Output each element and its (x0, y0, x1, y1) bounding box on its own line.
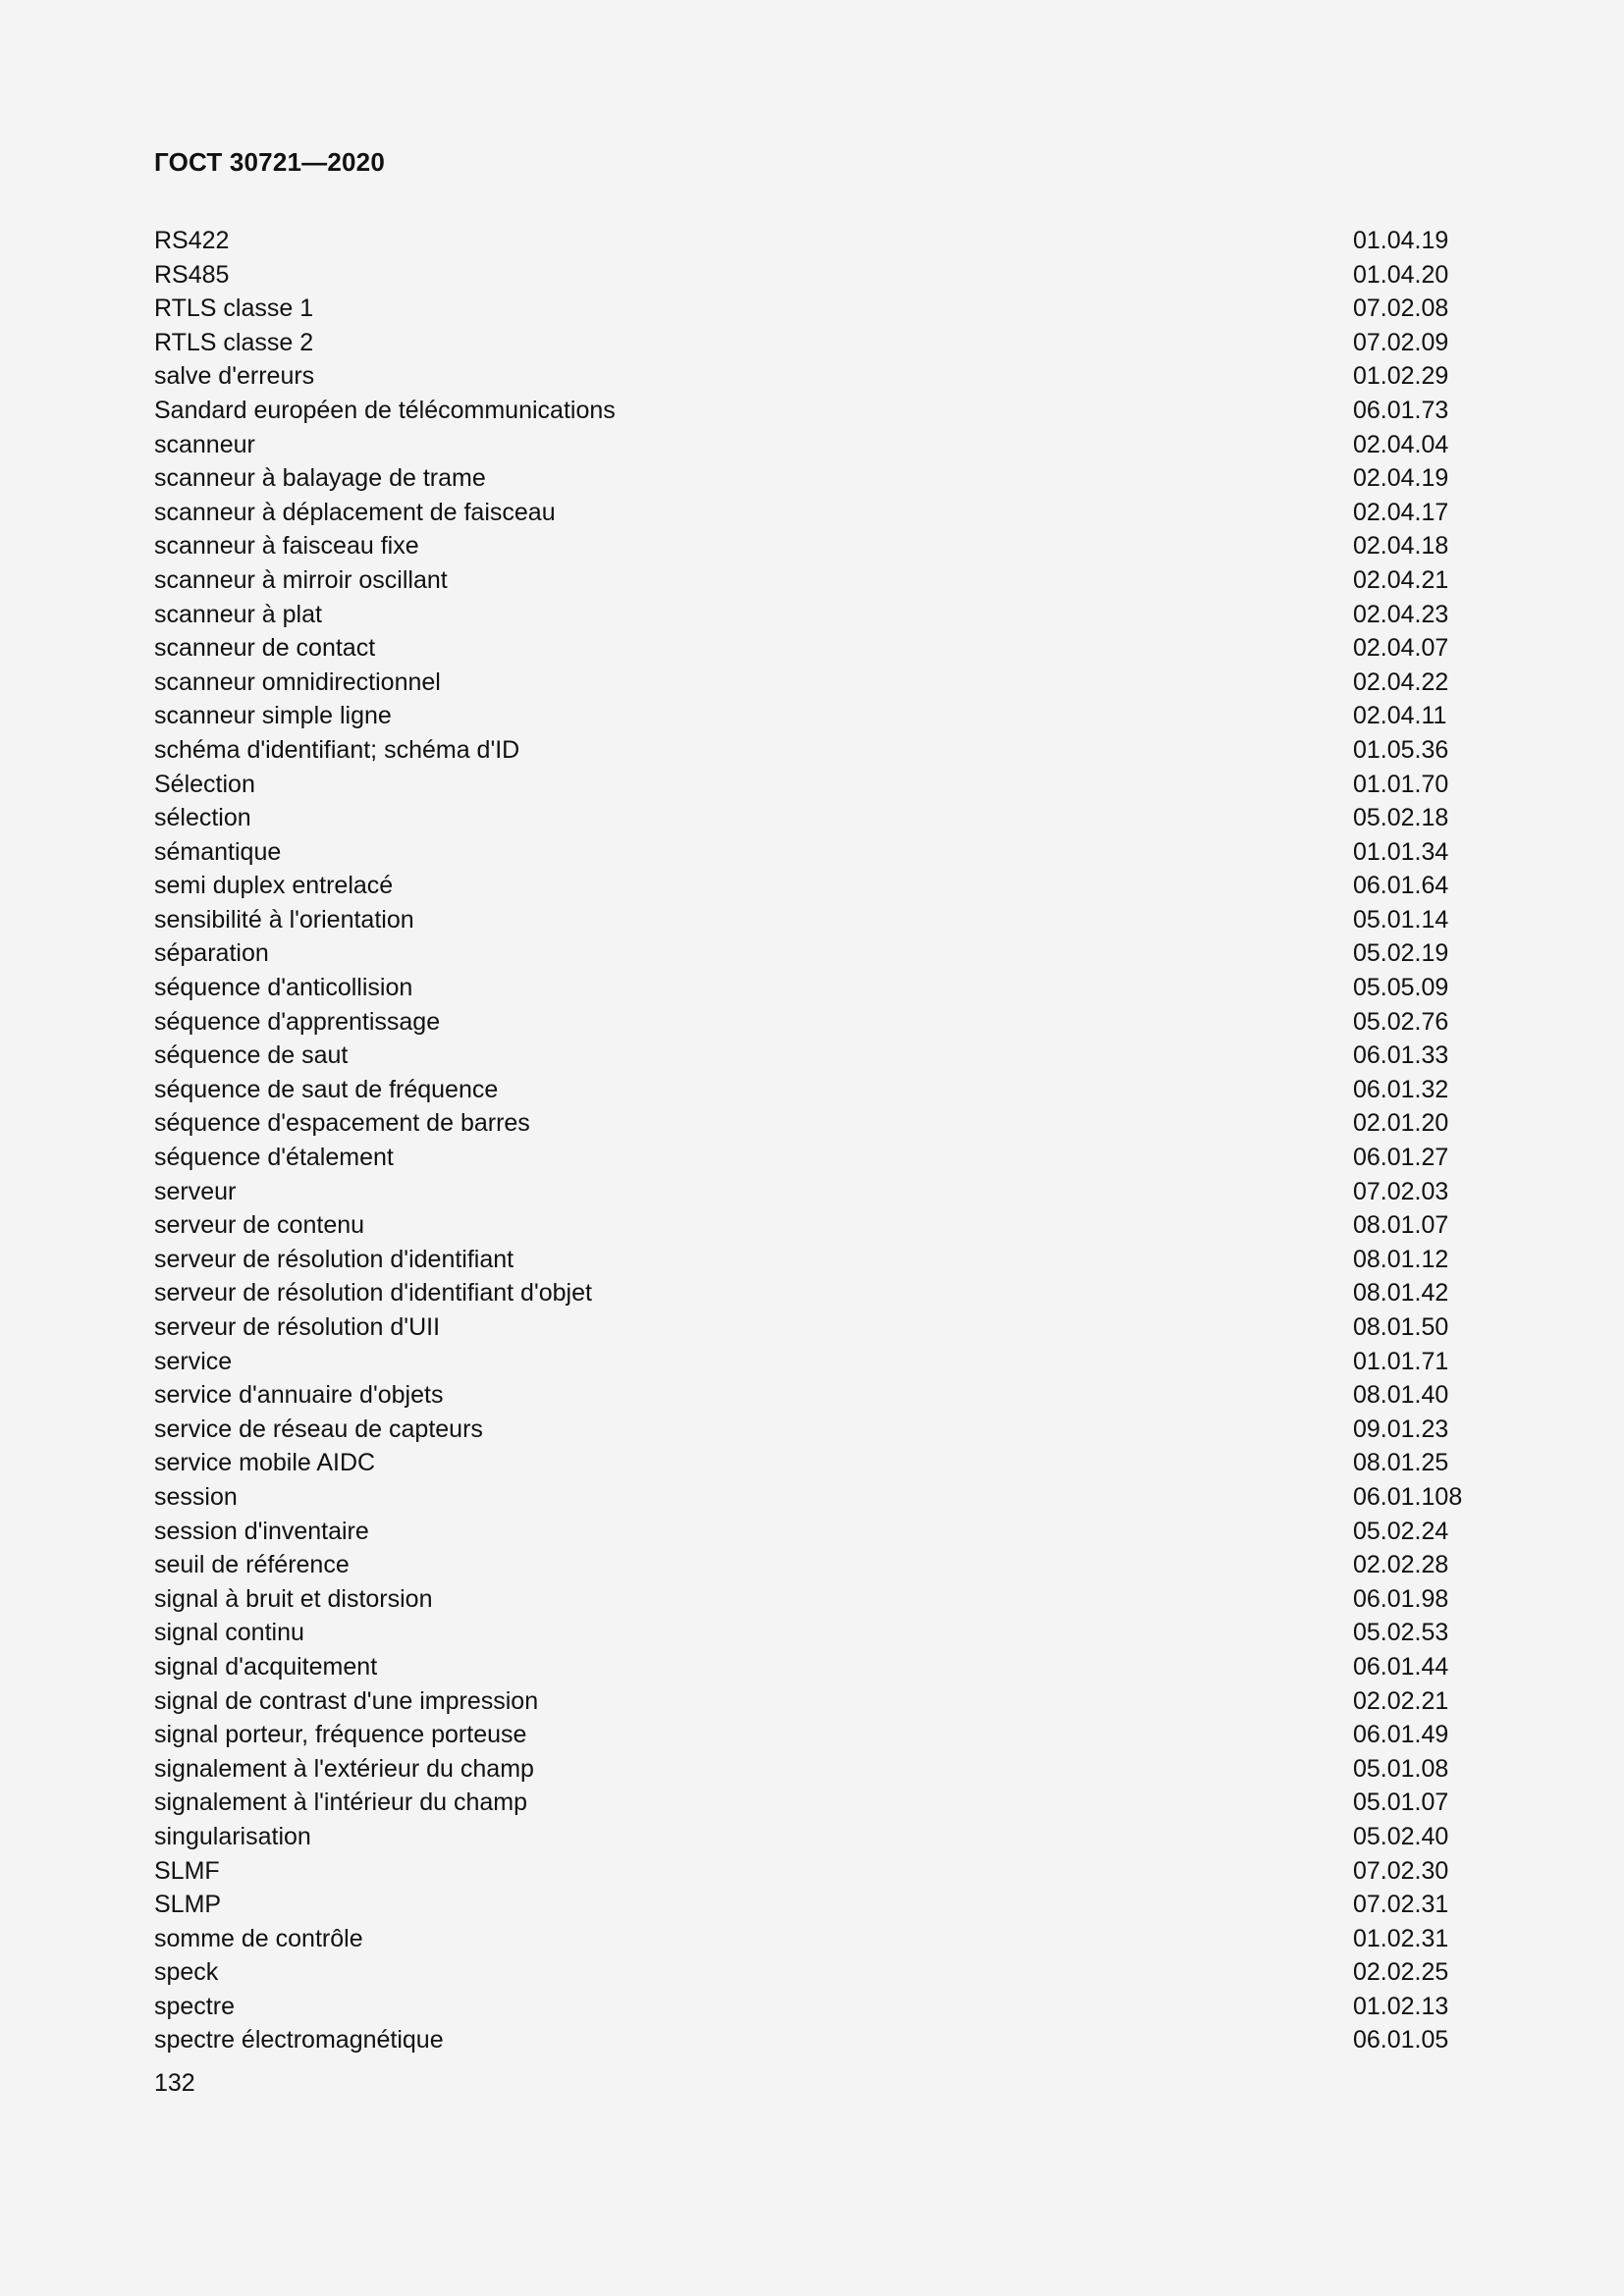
index-entry (154, 1990, 1470, 2024)
index-entry (154, 1955, 1470, 1990)
index-entry (154, 631, 1470, 666)
index-entry (154, 1650, 1470, 1684)
index-entry (154, 1039, 1470, 1073)
index-code: 06.01.27 (1353, 1144, 1449, 1172)
index-entry (154, 2023, 1470, 2057)
index-entry (154, 1616, 1470, 1650)
index-entry (154, 666, 1470, 700)
index-code: 06.01.33 (1353, 1041, 1449, 1070)
index-term: séquence d'espacement de barres (154, 1109, 530, 1138)
index-code: 01.04.20 (1353, 260, 1449, 289)
index-code: 06.01.44 (1353, 1652, 1449, 1681)
index-entry (154, 733, 1470, 768)
index-term: signalement à l'intérieur du champ (154, 1789, 527, 1817)
index-term: schéma d'identifiant; schéma d'ID (154, 735, 520, 764)
index-entry (154, 496, 1470, 530)
index-term: signal continu (154, 1619, 304, 1647)
index-code: 02.04.18 (1353, 532, 1449, 561)
index-term: speck (154, 1958, 219, 1987)
index-code: 05.01.08 (1353, 1754, 1449, 1783)
index-code: 06.01.49 (1353, 1721, 1449, 1749)
index-term: serveur de contenu (154, 1211, 365, 1240)
index-code: 01.01.70 (1353, 770, 1449, 798)
index-code: 08.01.50 (1353, 1313, 1449, 1341)
index-code: 05.02.18 (1353, 804, 1449, 832)
index-entry (154, 1208, 1470, 1243)
index-code: 02.04.17 (1353, 498, 1449, 526)
index-entry (154, 1243, 1470, 1277)
index-term: service de réseau de capteurs (154, 1415, 483, 1443)
index-code: 01.02.31 (1353, 1924, 1449, 1952)
index-term: SLMF (154, 1856, 220, 1885)
index-code: 09.01.23 (1353, 1415, 1449, 1443)
index-term: scanneur à mirroir oscillant (154, 565, 448, 594)
index-code: 05.02.53 (1353, 1619, 1449, 1647)
index-term: serveur de résolution d'UII (154, 1313, 441, 1341)
index-term: Sandard européen de télécommunications (154, 396, 616, 424)
index-entry (154, 1413, 1470, 1447)
index-term: somme de contrôle (154, 1924, 363, 1952)
index-code: 01.01.34 (1353, 837, 1449, 866)
index-term: séparation (154, 939, 269, 968)
index-term: salve d'erreurs (154, 362, 315, 391)
index-code: 05.01.07 (1353, 1789, 1449, 1817)
index-term: SLMP (154, 1891, 222, 1919)
index-code: 02.02.21 (1353, 1686, 1449, 1715)
index-term: Sélection (154, 770, 255, 798)
index-entry (154, 1073, 1470, 1107)
index-term: signal à bruit et distorsion (154, 1584, 433, 1613)
index-entry (154, 801, 1470, 835)
index-entry (154, 1548, 1470, 1582)
page-number: 132 (154, 2069, 195, 2097)
index-entry (154, 1684, 1470, 1719)
index-code: 01.02.29 (1353, 362, 1449, 391)
index-code: 08.01.12 (1353, 1245, 1449, 1273)
index-code: 08.01.42 (1353, 1279, 1449, 1308)
index-entry (154, 1106, 1470, 1141)
index-entry (154, 428, 1470, 462)
index-entry (154, 699, 1470, 733)
index-entry (154, 598, 1470, 632)
index-term: signal de contrast d'une impression (154, 1686, 539, 1715)
index-entry (154, 971, 1470, 1005)
index-term: serveur de résolution d'identifiant (154, 1245, 514, 1273)
index-code: 07.02.31 (1353, 1891, 1449, 1919)
index-term: sémantique (154, 837, 282, 866)
index-term: sélection (154, 804, 251, 832)
index-entry (154, 326, 1470, 360)
index-code: 02.04.04 (1353, 430, 1449, 458)
index-term: sensibilité à l'orientation (154, 905, 414, 934)
index-entry (154, 1786, 1470, 1820)
index-entry (154, 1582, 1470, 1617)
index-term: RS422 (154, 227, 230, 254)
index-entry (154, 936, 1470, 971)
index-entry (154, 461, 1470, 496)
index-code: 01.02.13 (1353, 1992, 1449, 2020)
index-term: serveur (154, 1177, 237, 1205)
index-entry (154, 1854, 1470, 1889)
index-entry (154, 258, 1470, 293)
index-code: 01.05.36 (1353, 735, 1449, 764)
index-entry (154, 563, 1470, 598)
index-code: 06.01.05 (1353, 2026, 1449, 2055)
index-code: 02.04.11 (1353, 702, 1447, 730)
index-code: 08.01.40 (1353, 1381, 1449, 1410)
index-code: 05.02.24 (1353, 1517, 1449, 1545)
index-code: 06.01.64 (1353, 872, 1449, 900)
index-term: RTLS classe 2 (154, 328, 314, 356)
index-code: 08.01.07 (1353, 1211, 1449, 1240)
index-code: 01.04.19 (1353, 227, 1449, 254)
index-term: signal porteur, fréquence porteuse (154, 1721, 527, 1749)
index-entry (154, 292, 1470, 326)
index-entry (154, 903, 1470, 937)
index-term: RS485 (154, 260, 230, 289)
index-entry (154, 224, 1470, 258)
index-term: scanneur de contact (154, 634, 376, 663)
index-code: 07.02.03 (1353, 1177, 1449, 1205)
index-entry (154, 394, 1470, 428)
index-term: séquence d'apprentissage (154, 1007, 441, 1036)
index-entry (154, 1480, 1470, 1515)
index-code: 07.02.09 (1353, 328, 1449, 356)
index-term: session (154, 1482, 238, 1511)
index-term: scanneur à plat (154, 600, 322, 628)
index-term: service mobile AIDC (154, 1449, 376, 1477)
index-code: 06.01.32 (1353, 1075, 1449, 1103)
index-term: semi duplex entrelacé (154, 872, 394, 900)
document-title: ГОСТ 30721—2020 (154, 147, 385, 177)
index-entry (154, 869, 1470, 903)
index-entry (154, 1175, 1470, 1209)
index-code: 01.01.71 (1353, 1347, 1449, 1375)
index-code: 02.04.22 (1353, 667, 1449, 696)
index-term: singularisation (154, 1822, 311, 1850)
index-term: scanneur omnidirectionnel (154, 667, 441, 696)
index-code: 02.04.21 (1353, 565, 1449, 594)
index-code: 02.04.23 (1353, 600, 1449, 628)
index-entry (154, 1718, 1470, 1752)
index-entry (154, 1515, 1470, 1549)
index-term: séquence d'anticollision (154, 974, 413, 1002)
index-term: signal d'acquitement (154, 1652, 378, 1681)
index-entry (154, 1276, 1470, 1310)
index-entry (154, 1820, 1470, 1854)
index-entry (154, 1888, 1470, 1922)
index-code: 07.02.08 (1353, 294, 1449, 323)
index-code: 02.04.07 (1353, 634, 1449, 663)
index-code: 05.05.09 (1353, 974, 1449, 1002)
index-code: 05.02.19 (1353, 939, 1449, 968)
term-index-list (154, 224, 1470, 2057)
index-code: 08.01.25 (1353, 1449, 1449, 1477)
index-code: 05.01.14 (1353, 905, 1449, 934)
index-code: 02.01.20 (1353, 1109, 1449, 1138)
index-term: RTLS classe 1 (154, 294, 314, 323)
index-term: signalement à l'extérieur du champ (154, 1754, 534, 1783)
index-code: 06.01.108 (1353, 1482, 1463, 1511)
index-entry (154, 359, 1470, 394)
index-term: séquence de saut (154, 1041, 349, 1070)
index-term: séquence d'étalement (154, 1144, 394, 1172)
index-term: scanneur à déplacement de faisceau (154, 498, 556, 526)
index-entry (154, 1345, 1470, 1379)
index-entry (154, 1005, 1470, 1040)
index-entry (154, 1446, 1470, 1480)
index-term: service (154, 1347, 233, 1375)
index-term: scanneur (154, 430, 255, 458)
index-code: 02.04.19 (1353, 464, 1449, 493)
index-term: serveur de résolution d'identifiant d'objet (154, 1279, 592, 1308)
index-term: service d'annuaire d'objets (154, 1381, 444, 1410)
index-term: séquence de saut de fréquence (154, 1075, 499, 1103)
index-code: 06.01.73 (1353, 396, 1449, 424)
index-entry (154, 835, 1470, 870)
index-code: 05.02.40 (1353, 1822, 1449, 1850)
index-code: 02.02.25 (1353, 1958, 1449, 1987)
index-entry (154, 1310, 1470, 1345)
index-term: seuil de référence (154, 1551, 350, 1579)
index-code: 06.01.98 (1353, 1584, 1449, 1613)
index-code: 05.02.76 (1353, 1007, 1449, 1036)
index-entry (154, 1922, 1470, 1956)
index-term: session d'inventaire (154, 1517, 369, 1545)
index-term: scanneur à balayage de trame (154, 464, 486, 493)
index-term: spectre (154, 1992, 235, 2020)
index-entry (154, 1752, 1470, 1787)
index-term: scanneur simple ligne (154, 702, 392, 730)
index-code: 02.02.28 (1353, 1551, 1449, 1579)
index-entry (154, 1378, 1470, 1413)
index-term: spectre électromagnétique (154, 2026, 444, 2055)
index-term: scanneur à faisceau fixe (154, 532, 419, 561)
index-entry (154, 529, 1470, 563)
index-entry (154, 1141, 1470, 1175)
index-entry (154, 768, 1470, 802)
index-code: 07.02.30 (1353, 1856, 1449, 1885)
